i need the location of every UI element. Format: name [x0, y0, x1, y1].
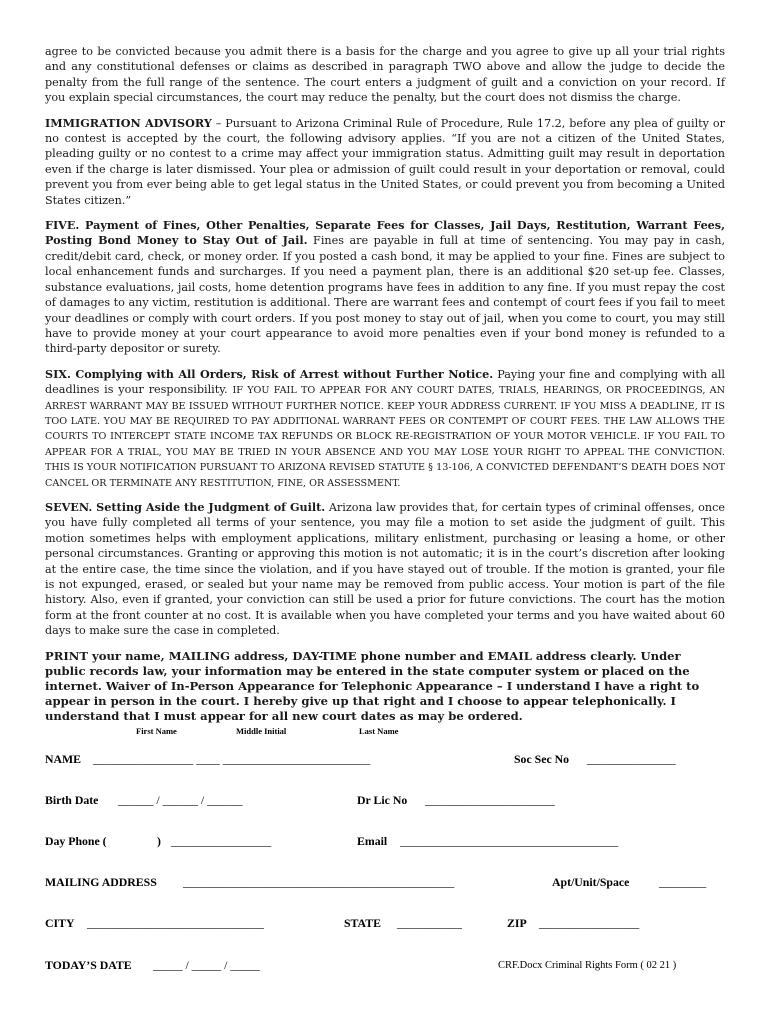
city-field[interactable]: ______________________________ [87, 916, 264, 930]
section-seven-text: Arizona law provides that, for certain types of criminal offenses, once you have fully completed all terms of your sentence, you may file a motion to set aside the judgment of guilt. This motion sometimes helps with employment applications, military enlistment, purchasing or leasing a home, or other personal circumstances. Granting or approving this motion is not automatic; it is in the court’s discretion after looking at the entire case, the time since the violation, and if you have stayed out of trouble. If the motion is granted, your file is not expunged, erased, or sealed but your name may be removed from public access. Your motion is part of the file history. Also, even if granted, your conviction can still be used a prior for future convictions. The court has the motion form at the front counter at no cost. It is available when you have completed your terms and you have waited about 60 days to make sure the case in completed. [45, 500, 725, 638]
todays-date-field[interactable]: _____ / _____ / _____ [153, 958, 260, 972]
birth-date-label: Birth Date [45, 793, 99, 807]
last-name-column-label: Last Name [359, 726, 399, 736]
name-field[interactable]: _________________ ____ _________________________ [93, 752, 371, 766]
ssn-field[interactable]: _______________ [587, 752, 676, 766]
section-five-paragraph [45, 218, 725, 357]
zip-field[interactable]: _________________ [539, 916, 640, 930]
section-seven-heading: SEVEN. Setting Aside the Judgment of Guilt. [45, 499, 326, 514]
day-phone-label: Day Phone ( [45, 834, 107, 848]
section-five-text: Fines are payable in full at time of sentencing. You may pay in cash, credit/debit card, check, or money order. If you posted a cash bond, it may be applied to your fine. Fines are subject to local enhancement funds and surcharges. If you need a payment plan, there is an additional $20 set-up fee. Classes, substance evaluations, jail costs, home detention programs have fees in addition to any fine. If you must repay the cost of damages to any victim, restitution is additional. There are warrant fees and contempt of court fees if you fail to meet your deadlines or comply with court orders. If you post money to stay out of jail, when you come to court, you may still have to provide money at your court appearance to avoid more penalties even if your bond money is refunded to a third-party depositor or surety. [45, 234, 726, 356]
section-six-paragraph [45, 367, 725, 490]
email-label: Email [357, 834, 388, 848]
email-field[interactable]: _____________________________________ [400, 834, 619, 848]
immigration-advisory-heading: IMMIGRATION ADVISORY [45, 115, 212, 130]
state-label: STATE [344, 916, 381, 930]
section-six-text: Paying your fine and complying with all deadlines is your responsibility. [45, 367, 725, 397]
mailing-address-label: MAILING ADDRESS [45, 875, 157, 889]
immigration-advisory-text: – Pursuant to Arizona Criminal Rule of Procedure, Rule 17.2, before any plea of guilty or no contest is accepted by the court, the following advisory applies. “If you are not a citizen of the United States, pleading guilty or no contest to a crime may affect your immigration status. Admitting guilt may result in deportation even if the charge is later dismissed. Your plea or admission of guilt could result in your deportation or removal, could prevent you from ever being able to get legal status in the United States, or could prevent you from becoming a United States citizen.” [45, 116, 725, 207]
todays-date-label: TODAY’S DATE [45, 958, 132, 972]
section-six-caps-warning: IF YOU FAIL TO APPEAR FOR ANY COURT DATES, TRIALS, HEARINGS, OR PROCEEDINGS, AN ARREST WARRANT MAY BE ISSUED WITHOUT FURTHER NOTICE. KEEP YOUR ADDRESS CURRENT. IF YOU MISS A DEADLINE, IT IS TOO LATE. YOU MAY BE REQUIRED TO PAY ADDITIONAL WARRANT FEES OR CONTEMPT OF COURT FEES. THE LAW ALLOWS THE COURTS TO INTERCEPT STATE INCOME TAX REFUNDS OR BLOCK RE-REGISTRATION OF YOUR MOTOR VEHICLE. IF YOU FAIL TO APPEAR FOR A TRIAL, YOU MAY BE TRIED IN YOUR ABSENCE AND YOU MAY LOSE YOUR RIGHT TO APPEAL THE CONVICTION. THIS IS YOUR NOTIFICATION PURSUANT TO ARIZONA REVISED STATUTE § 13-106, A CONVICTED DEFENDANT’S DEATH DOES NOT CANCEL OR TERMINATE ANY RESTITUTION, FINE, OR ASSESSMENT. [45, 385, 725, 489]
apt-unit-field[interactable]: ________ [659, 875, 707, 889]
print-instructions-block: PRINT your name, MAILING address, DAY-TIME phone number and EMAIL address clearly. Under public records law, your information may be entered in the state computer system or placed on the internet. Waiver of In-Person Appearance for Telephonic Appearance – I understand I have a right to appear in person in the court. I hereby give up that right and I choose to appear telephonically. I understand that I must appear for all new court dates as may be ordered. [45, 648, 700, 724]
section-five-heading: FIVE. Payment of Fines, Other Penalties, Separate Fees for Classes, Jail Days, Restitution, Warrant Fees, Posting Bond Money to Stay Out of Jail. [45, 218, 725, 248]
name-label: NAME [45, 752, 82, 766]
day-phone-close-paren: ) [157, 834, 161, 848]
day-phone-field[interactable]: _________________ [171, 834, 272, 848]
section-six-heading: SIX. Complying with All Orders, Risk of Arrest without Further Notice. [45, 366, 494, 381]
drivers-license-label: Dr Lic No [357, 793, 408, 807]
form-footer-code: CRF.Docx Criminal Rights Form ( 02 21 ) [498, 960, 677, 971]
zip-label: ZIP [507, 916, 527, 930]
immigration-advisory-paragraph [45, 116, 725, 208]
ssn-label: Soc Sec No [514, 752, 570, 766]
apt-unit-label: Apt/Unit/Space [552, 875, 630, 889]
city-label: CITY [45, 916, 75, 930]
drivers-license-field[interactable]: ______________________ [425, 793, 555, 807]
mailing-address-field[interactable]: ______________________________________________ [183, 875, 455, 889]
state-field[interactable]: ___________ [397, 916, 462, 930]
section-seven-paragraph [45, 500, 725, 639]
first-name-column-label: First Name [136, 726, 177, 736]
birth-date-field[interactable]: ______ / ______ / ______ [118, 793, 243, 807]
middle-initial-column-label: Middle Initial [236, 726, 287, 736]
intro-paragraph: agree to be convicted because you admit there is a basis for the charge and you agree to give up all your trial rights and any constitutional defenses or claims as described in paragraph TWO above and allow the judge to decide the penalty from the full range of the sentence. The court enters a judgment of guilt and a conviction on your record. If you explain special circumstances, the court may reduce the penalty, but the court does not dismiss the charge. [45, 45, 725, 105]
